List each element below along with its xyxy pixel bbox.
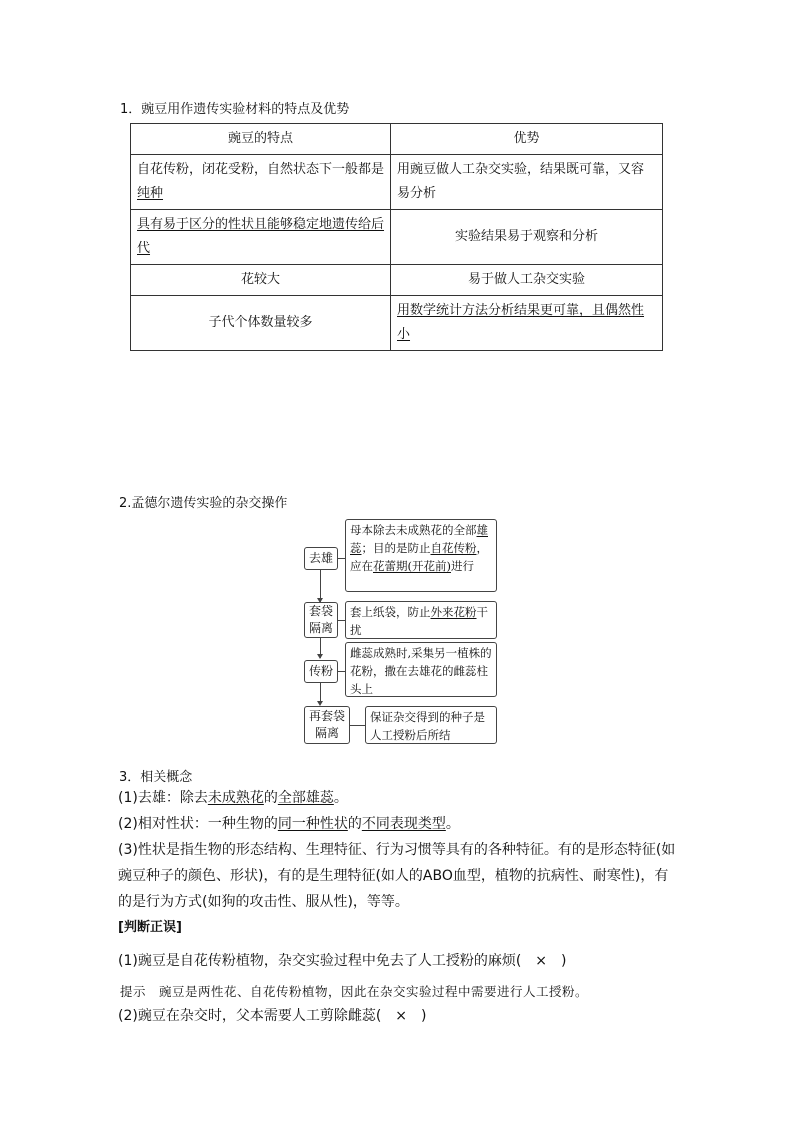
table-cell: 具有易于区分的性状且能够稳定地遗传给后代	[131, 210, 391, 265]
table-cell: 易于做人工杂交实验	[391, 265, 663, 296]
step-bagging: 套袋 隔离	[304, 602, 338, 638]
concept-3: (3)性状是指生物的形态结构、生理特征、行为习惯等具有的各种特征。有的是形态特征(如豌豆种子的颜色、形状)，有的是生理特征(如人的ABO血型，植物的抗病性、耐寒性)，有的是行为方式(如狗的攻击性、服从性)，等等。	[118, 842, 676, 910]
concept-2: (2)相对性状：一种生物的同一种性状的不同表现类型。	[118, 816, 460, 832]
section-2-heading: 2.孟德尔遗传实验的杂交操作	[119, 496, 288, 511]
arrow-down-icon	[317, 654, 323, 659]
table-row	[131, 210, 663, 265]
table-header-row	[131, 124, 663, 155]
step-rebagging-desc: 保证杂交得到的种子是人工授粉后所结	[365, 706, 497, 744]
connector-line	[338, 620, 345, 621]
step-bagging-desc: 套上纸袋，防止外来花粉干扰	[345, 601, 497, 639]
connector-line	[350, 725, 365, 726]
table-cell: 用豌豆做人工杂交实验，结果既可靠，又容易分析	[391, 155, 663, 210]
table-cell: 子代个体数量较多	[131, 296, 391, 351]
step-pollination-desc: 雌蕊成熟时,采集另一植株的花粉，撒在去雄花的雌蕊柱头上	[345, 642, 497, 697]
table-row	[131, 155, 663, 210]
section-3-heading: 3．相关概念	[119, 770, 193, 785]
table-cell: 实验结果易于观察和分析	[391, 210, 663, 265]
table-row	[131, 296, 663, 351]
table-cell: 自花传粉，闭花受粉，自然状态下一般都是纯种	[131, 155, 391, 210]
table-cell: 用数学统计方法分析结果更可靠，且偶然性小	[391, 296, 663, 351]
step-pollination: 传粉	[304, 660, 338, 683]
connector-line	[338, 558, 345, 559]
table-row	[131, 265, 663, 296]
step-rebagging: 再套袋 隔离	[304, 706, 350, 744]
connector-line	[338, 671, 345, 672]
judge-question-1: (1)豌豆是自花传粉植物，杂交实验过程中免去了人工授粉的麻烦( × )	[118, 953, 567, 969]
judge-question-2: (2)豌豆在杂交时，父本需要人工剪除雌蕊( × )	[118, 1008, 427, 1024]
judge-title: [判断正误]	[118, 920, 182, 935]
section-1-heading: 1．豌豆用作遗传实验材料的特点及优势	[120, 102, 350, 117]
table-header: 优势	[391, 124, 663, 155]
concept-1: (1)去雄：除去未成熟花的全部雄蕊。	[118, 790, 348, 806]
connector-line	[320, 683, 321, 703]
step-emasculation-desc: 母本除去未成熟花的全部雄蕊；目的是防止自花传粉，应在花蕾期(开花前)进行	[345, 519, 497, 592]
step-emasculation: 去雄	[304, 547, 338, 570]
table-cell: 花较大	[131, 265, 391, 296]
judge-hint-1: 提示 豌豆是两性花、自花传粉植物，因此在杂交实验过程中需要进行人工授粉。	[120, 984, 589, 999]
table-header: 豌豆的特点	[131, 124, 391, 155]
pea-features-table	[130, 123, 663, 351]
